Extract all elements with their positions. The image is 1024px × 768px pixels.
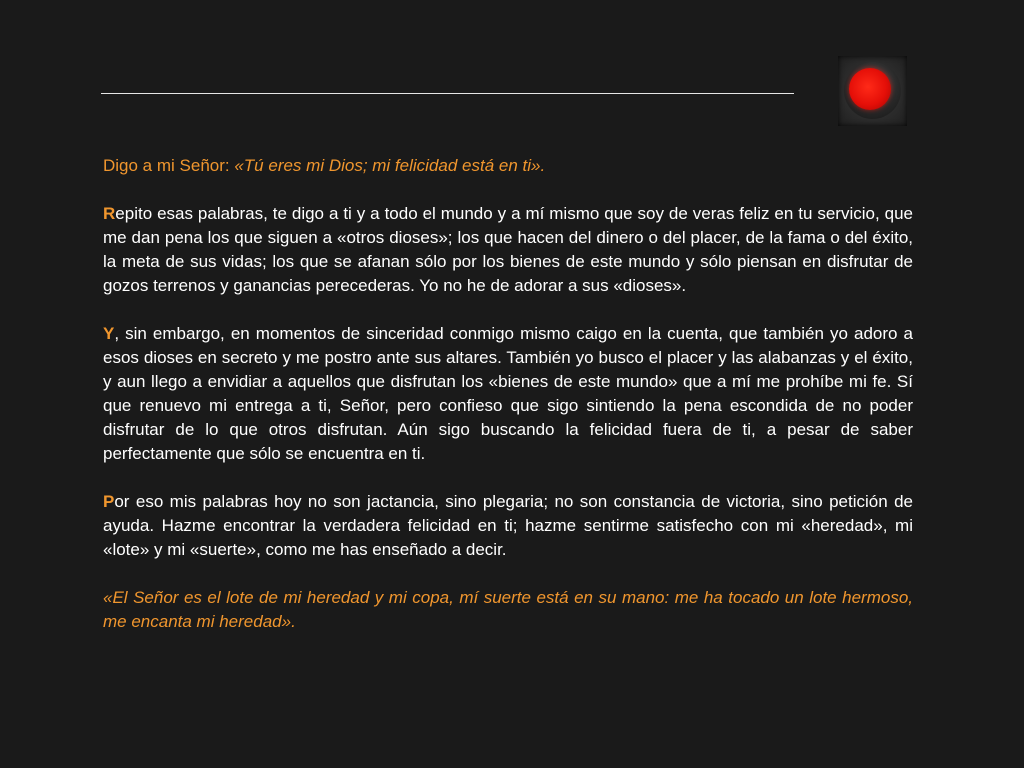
paragraph-1-initial: R	[103, 204, 116, 223]
header-divider	[101, 93, 794, 94]
text-body	[103, 154, 913, 658]
closing-quote: «El Señor es el lote de mi heredad y mi copa, mí suerte está en su mano: me ha tocado un lote hermoso, me encanta mi heredad».	[103, 588, 913, 631]
intro-line	[103, 154, 913, 178]
paragraph-3	[103, 490, 913, 562]
paragraph-3-text: or eso mis palabras hoy no son jactancia, sino plegaria; no son constancia de victoria, sino petición de ayuda. Hazme encontrar la verdadera felicidad en ti; hazme sentirme satisfecho con mi «heredad», mi «lote» y mi «suerte», como me has enseñado a decir.	[103, 492, 913, 559]
red-light-icon	[838, 56, 907, 126]
paragraph-2	[103, 322, 913, 466]
intro-quote: «Tú eres mi Dios; mi felicidad está en ti».	[234, 156, 546, 175]
intro-lead: Digo a mi Señor:	[103, 156, 235, 175]
light-lamp	[849, 68, 891, 110]
paragraph-1	[103, 202, 913, 298]
paragraph-2-text: , sin embargo, en momentos de sinceridad conmigo mismo caigo en la cuenta, que también yo adoro a esos dioses en secreto y me postro ante sus altares. También yo busco el placer y las alabanzas y el éxito, y aun llego a envidiar a aquellos que disfrutan los «bienes de este mundo» que a mí me prohíbe mi fe. Sí que renuevo mi entrega a ti, Señor, pero confieso que sigo sintiendo la pena escondida de no poder disfrutar de lo que otros disfrutan. Aún sigo buscando la felicidad fuera de ti, a pesar de saber perfectamente que sólo se encuentra en ti.	[103, 324, 913, 463]
paragraph-1-text: epito esas palabras, te digo a ti y a todo el mundo y a mí mismo que soy de veras feliz en tu servicio, que me dan pena los que siguen a «otros dioses»; los que hacen del dinero o del placer, de la fama o del éxito, la meta de sus vidas; los que se afanan sólo por los bienes de este mundo y sólo piensan en disfrutar de gozos terrenos y ganancias perecederas. Yo no he de adorar a sus «dioses».	[103, 204, 913, 295]
paragraph-2-initial: Y	[103, 324, 115, 343]
paragraph-3-initial: P	[103, 492, 115, 511]
